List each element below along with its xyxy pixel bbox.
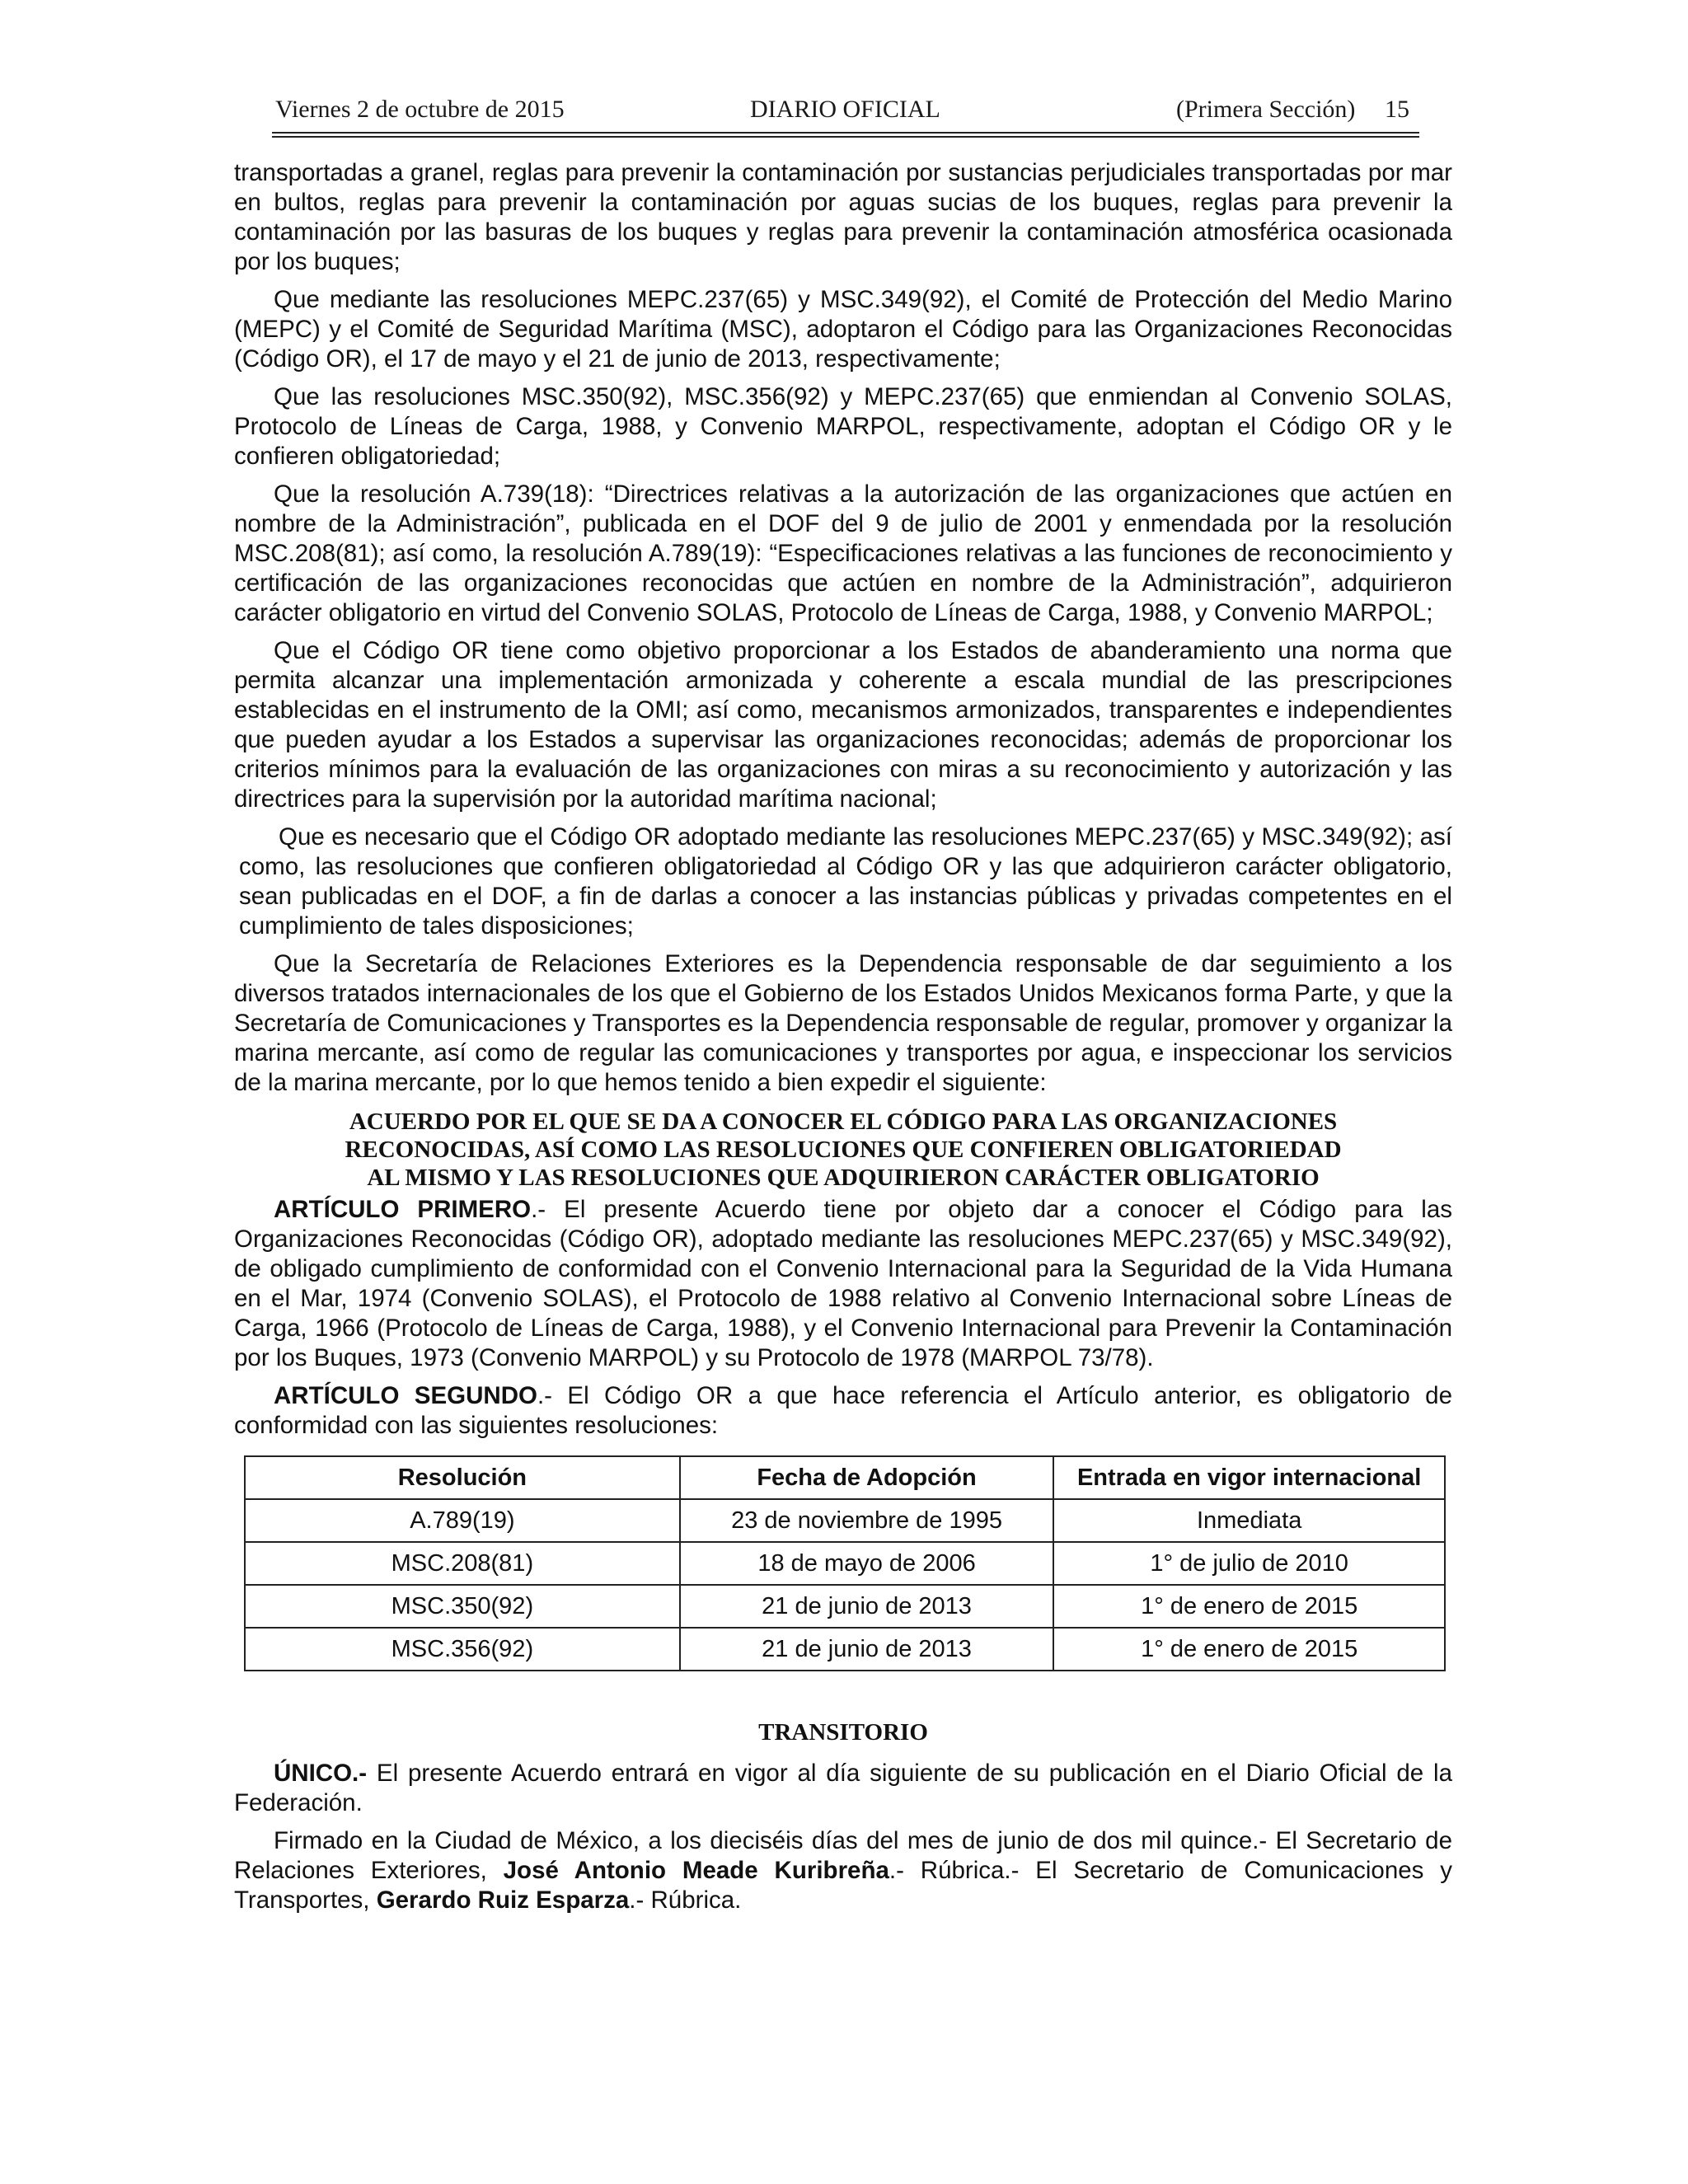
table-row [245, 1499, 1445, 1542]
articulo-primero [234, 1195, 1452, 1373]
table-row [245, 1542, 1445, 1585]
table-cell: MSC.356(92) [245, 1628, 680, 1671]
paragraph: Que mediante las resoluciones MEPC.237(65) y MSC.349(92), el Comité de Protección del Medio Marino (MEPC) y el Comité de Seguridad Marítima (MSC), adoptaron el Código para las Organizaciones Reconocidas (Código OR), el 17 de mayo y el 21 de junio de 2013, respectivamente; [234, 286, 1452, 373]
articulo-segundo-text: .- El Código OR a que hace referencia el Artículo anterior, es obligatorio de conformidad con las siguientes resoluciones: [234, 1382, 1452, 1439]
unico-label: ÚNICO.- [274, 1760, 368, 1787]
document-body [234, 158, 1452, 1924]
resolutions-table [244, 1455, 1446, 1671]
signature-text: .- Rúbrica. [629, 1886, 742, 1914]
signature-text: Firmado en la Ciudad de México, a los dieciséis días del mes de junio de dos mil quince.- El Secretario de Relaciones Exteriores, [234, 1827, 1452, 1884]
table-row [245, 1628, 1445, 1671]
paragraph: Que es necesario que el Código OR adoptado mediante las resoluciones MEPC.237(65) y MSC.349(92); así como, las resoluciones que confieren obligatoriedad al Código OR y las que adquirieron carácter obligatorio, sean publicadas en el DOF, a fin de darlas a conocer a las instancias públicas y privadas competentes en el cumplimiento de tales disposiciones; [239, 823, 1452, 940]
unico-paragraph [234, 1759, 1452, 1818]
articulo-segundo [234, 1381, 1452, 1441]
table-cell: 18 de mayo de 2006 [680, 1542, 1054, 1585]
table-cell: A.789(19) [245, 1499, 680, 1542]
table-header-row [245, 1456, 1445, 1499]
header-rule-top [272, 132, 1419, 134]
articulo-primero-label: ARTÍCULO PRIMERO [274, 1196, 532, 1223]
articulo-segundo-label: ARTÍCULO SEGUNDO [274, 1382, 537, 1409]
header-page-number: 15 [1385, 96, 1409, 123]
paragraph: Que la resolución A.739(18): “Directrices relativas a la autorización de las organizaciones que actúen en nombre de la Administración”, publicada en el DOF del 9 de julio de 2001 y enmendada por la resolución MSC.208(81); así como, la resolución A.789(19): “Especificaciones relativas a las funciones de reconocimiento y certificación de las organizaciones reconocidas que actúen en nombre de la Administración”, adquirieron carácter obligatorio en virtud del Convenio SOLAS, Protocolo de Líneas de Carga, 1988, y Convenio MARPOL; [234, 480, 1452, 626]
column-header: Entrada en vigor internacional [1053, 1456, 1445, 1499]
table-row [245, 1585, 1445, 1628]
transitorio-heading: TRANSITORIO [758, 1719, 928, 1746]
acuerdo-title [234, 1108, 1452, 1192]
table-cell: 1° de julio de 2010 [1053, 1542, 1445, 1585]
acuerdo-title-line: ACUERDO POR EL QUE SE DA A CONOCER EL CÓDIGO PARA LAS ORGANIZACIONES [349, 1108, 1338, 1135]
articulo-primero-text: .- El presente Acuerdo tiene por objeto dar a conocer el Código para las Organizaciones Reconocidas (Código OR), adoptado mediante las resoluciones MEPC.237(65) y MSC.349(92), de obligado cumplimiento de conformidad con el Convenio Internacional para la Seguridad de la Vida Humana en el Mar, 1974 (Convenio SOLAS), el Protocolo de 1988 relativo al Convenio Internacional sobre Líneas de Carga, 1966 (Protocolo de Líneas de Carga, 1988), y el Convenio Internacional para Prevenir la Contaminación por los Buques, 1973 (Convenio MARPOL) y su Protocolo de 1978 (MARPOL 73/78). [234, 1196, 1452, 1371]
column-header: Fecha de Adopción [680, 1456, 1054, 1499]
signature-text: .- Rúbrica.- El Secretario de Comunicaciones y Transportes, [234, 1857, 1453, 1914]
header-title: DIARIO OFICIAL [750, 96, 940, 123]
page-header [272, 92, 1419, 134]
table-cell: 1° de enero de 2015 [1053, 1628, 1445, 1671]
table-cell: MSC.350(92) [245, 1585, 680, 1628]
table-cell: MSC.208(81) [245, 1542, 680, 1585]
signatory-name: José Antonio Meade Kuribreña [503, 1857, 889, 1884]
header-date: Viernes 2 de octubre de 2015 [275, 96, 565, 123]
table-cell: 21 de junio de 2013 [680, 1585, 1054, 1628]
column-header: Resolución [245, 1456, 680, 1499]
table-cell: 23 de noviembre de 1995 [680, 1499, 1054, 1542]
table-cell: 21 de junio de 2013 [680, 1628, 1054, 1671]
paragraph: Que las resoluciones MSC.350(92), MSC.356(92) y MEPC.237(65) que enmiendan al Convenio SOLAS, Protocolo de Líneas de Carga, 1988, y Convenio MARPOL, respectivamente, adoptan el Código OR y le confieren obligatoriedad; [234, 383, 1452, 470]
table-cell: Inmediata [1053, 1499, 1445, 1542]
unico-text: El presente Acuerdo entrará en vigor al día siguiente de su publicación en el Diario Oficial de la Federación. [234, 1760, 1452, 1816]
paragraph: transportadas a granel, reglas para prevenir la contaminación por sustancias perjudiciales transportadas por mar en bultos, reglas para prevenir la contaminación por aguas sucias de los buques, reglas para prevenir la contaminación por las basuras de los buques y reglas para prevenir la contaminación atmosférica ocasionada por los buques; [234, 159, 1452, 275]
table-cell: 1° de enero de 2015 [1053, 1585, 1445, 1628]
header-section: (Primera Sección) [1176, 96, 1356, 123]
signatory-name: Gerardo Ruiz Esparza [376, 1886, 630, 1914]
signature-paragraph [234, 1826, 1452, 1915]
acuerdo-title-line: AL MISMO Y LAS RESOLUCIONES QUE ADQUIRIERON CARÁCTER OBLIGATORIO [367, 1165, 1320, 1191]
acuerdo-title-line: RECONOCIDAS, ASÍ COMO LAS RESOLUCIONES QUE CONFIEREN OBLIGATORIEDAD [345, 1137, 1342, 1163]
paragraph: Que la Secretaría de Relaciones Exteriores es la Dependencia responsable de dar seguimiento a los diversos tratados internacionales de los que el Gobierno de los Estados Unidos Mexicanos forma Parte, y que la Secretaría de Comunicaciones y Transportes es la Dependencia responsable de regular, promover y organizar la marina mercante, así como de regular las comunicaciones y transportes por agua, e inspeccionar los servicios de la marina mercante, por lo que hemos tenido a bien expedir el siguiente: [234, 950, 1452, 1096]
paragraph: Que el Código OR tiene como objetivo proporcionar a los Estados de abanderamiento una norma que permita alcanzar una implementación armonizada y coherente a escala mundial de las prescripciones establecidas en el instrumento de la OMI; así como, mecanismos armonizados, transparentes e independientes que pueden ayudar a los Estados a supervisar las organizaciones reconocidas; además de proporcionar los criterios mínimos para la evaluación de las organizaciones con miras a su reconocimiento y autorización y las directrices para la supervisión por la autoridad marítima nacional; [234, 637, 1452, 813]
header-rule-bottom [272, 136, 1419, 138]
